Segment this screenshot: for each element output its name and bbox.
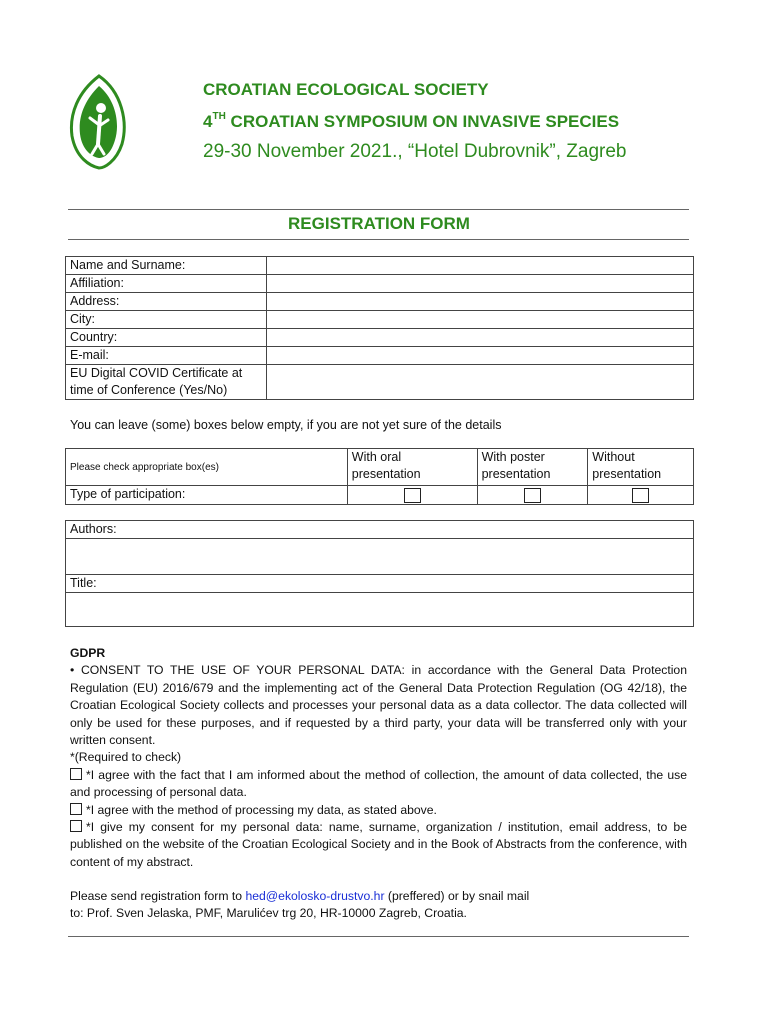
authors-title-table — [65, 520, 694, 627]
personal-info-table — [65, 256, 694, 400]
symposium-title: 4TH CROATIAN SYMPOSIUM ON INVASIVE SPECIES — [203, 111, 620, 131]
poster-checkbox-cell — [477, 486, 588, 505]
table-row — [66, 449, 694, 486]
option-none-label: Without presentation — [588, 449, 694, 486]
country-input[interactable] — [267, 329, 694, 347]
divider — [68, 209, 689, 210]
divider — [68, 936, 689, 937]
option-oral-label: With oral presentation — [347, 449, 477, 486]
address-input[interactable] — [267, 293, 694, 311]
title-label: Title: — [66, 575, 694, 593]
none-checkbox-cell — [588, 486, 694, 505]
table-row — [66, 311, 694, 329]
participation-table — [65, 448, 694, 505]
table-row — [66, 593, 694, 627]
gdpr-check-item: *I agree with the method of processing my data, as stated above. — [70, 802, 687, 819]
gdpr-check-item: *I agree with the fact that I am informed about the method of collection, the amount of data collected, the use and processing of personal data. — [70, 767, 687, 800]
name-input[interactable] — [267, 257, 694, 275]
email-link[interactable]: hed@ekolosko-drustvo.hr — [245, 889, 385, 903]
table-row — [66, 275, 694, 293]
field-label: EU Digital COVID Certificate at time of Conference (Yes/No) — [66, 365, 267, 400]
instruction-text: Please check appropriate box(es) — [66, 449, 348, 486]
send-instructions — [70, 888, 529, 923]
table-row — [66, 521, 694, 539]
table-row — [66, 347, 694, 365]
field-label: Address: — [66, 293, 267, 311]
poster-checkbox[interactable] — [524, 488, 541, 503]
gdpr-heading: GDPR — [70, 646, 106, 660]
field-label: Affiliation: — [66, 275, 267, 293]
required-note: *(Required to check) — [70, 750, 182, 765]
row-label: Type of participation: — [66, 486, 348, 505]
divider — [68, 239, 689, 240]
authors-input[interactable] — [66, 539, 694, 575]
table-row — [66, 293, 694, 311]
authors-label: Authors: — [66, 521, 694, 539]
society-name: CROATIAN ECOLOGICAL SOCIETY — [203, 80, 489, 99]
title-input[interactable] — [66, 593, 694, 627]
oral-checkbox-cell — [347, 486, 477, 505]
send-suffix: (preffered) or by snail mail — [384, 889, 530, 903]
dates-venue: 29-30 November 2021., “Hotel Dubrovnik”, Zagreb — [203, 141, 627, 162]
note-text: You can leave (some) boxes below empty, if you are not yet sure of the details — [70, 418, 502, 432]
field-label: City: — [66, 311, 267, 329]
consent-checkbox-2[interactable] — [70, 803, 82, 815]
gdpr-check-item: *I give my consent for my personal data: name, surname, organization / institution, email address, to be published on the website of the Croatian Ecological Society and in the Book of Abstracts from the conference, with content of my abstract. — [70, 820, 687, 869]
society-logo-icon — [68, 74, 130, 170]
form-title: REGISTRATION FORM — [288, 214, 470, 233]
table-row — [66, 257, 694, 275]
consent-checkbox-3[interactable] — [70, 820, 82, 832]
email-input[interactable] — [267, 347, 694, 365]
field-label: E-mail: — [66, 347, 267, 365]
gdpr-section — [70, 645, 687, 871]
field-label: Name and Surname: — [66, 257, 267, 275]
table-row — [66, 329, 694, 347]
covid-certificate-input[interactable] — [267, 365, 694, 400]
gdpr-consent-text: • CONSENT TO THE USE OF YOUR PERSONAL DATA: in accordance with the General Data Protection Regulation (EU) 2016/679 and the implementing act of the General Data Protection Regulation (OG 42/18), the Croatian Ecological Society collects and processes your personal data as a data collector. The data collected will only be used for these purposes, and if requested by a third party, your data will be transferred only with your written consent. — [70, 663, 687, 748]
mail-address: to: Prof. Sven Jelaska, PMF, Marulićev trg 20, HR-10000 Zagreb, Croatia. — [70, 906, 467, 921]
consent-checkbox-1[interactable] — [70, 768, 82, 780]
option-poster-label: With poster presentation — [477, 449, 588, 486]
oral-checkbox[interactable] — [404, 488, 421, 503]
table-row — [66, 539, 694, 575]
field-label: Country: — [66, 329, 267, 347]
city-input[interactable] — [267, 311, 694, 329]
none-checkbox[interactable] — [632, 488, 649, 503]
send-prefix: Please send registration form to — [70, 889, 246, 903]
table-row — [66, 486, 694, 505]
table-row — [66, 365, 694, 400]
table-row — [66, 575, 694, 593]
affiliation-input[interactable] — [267, 275, 694, 293]
